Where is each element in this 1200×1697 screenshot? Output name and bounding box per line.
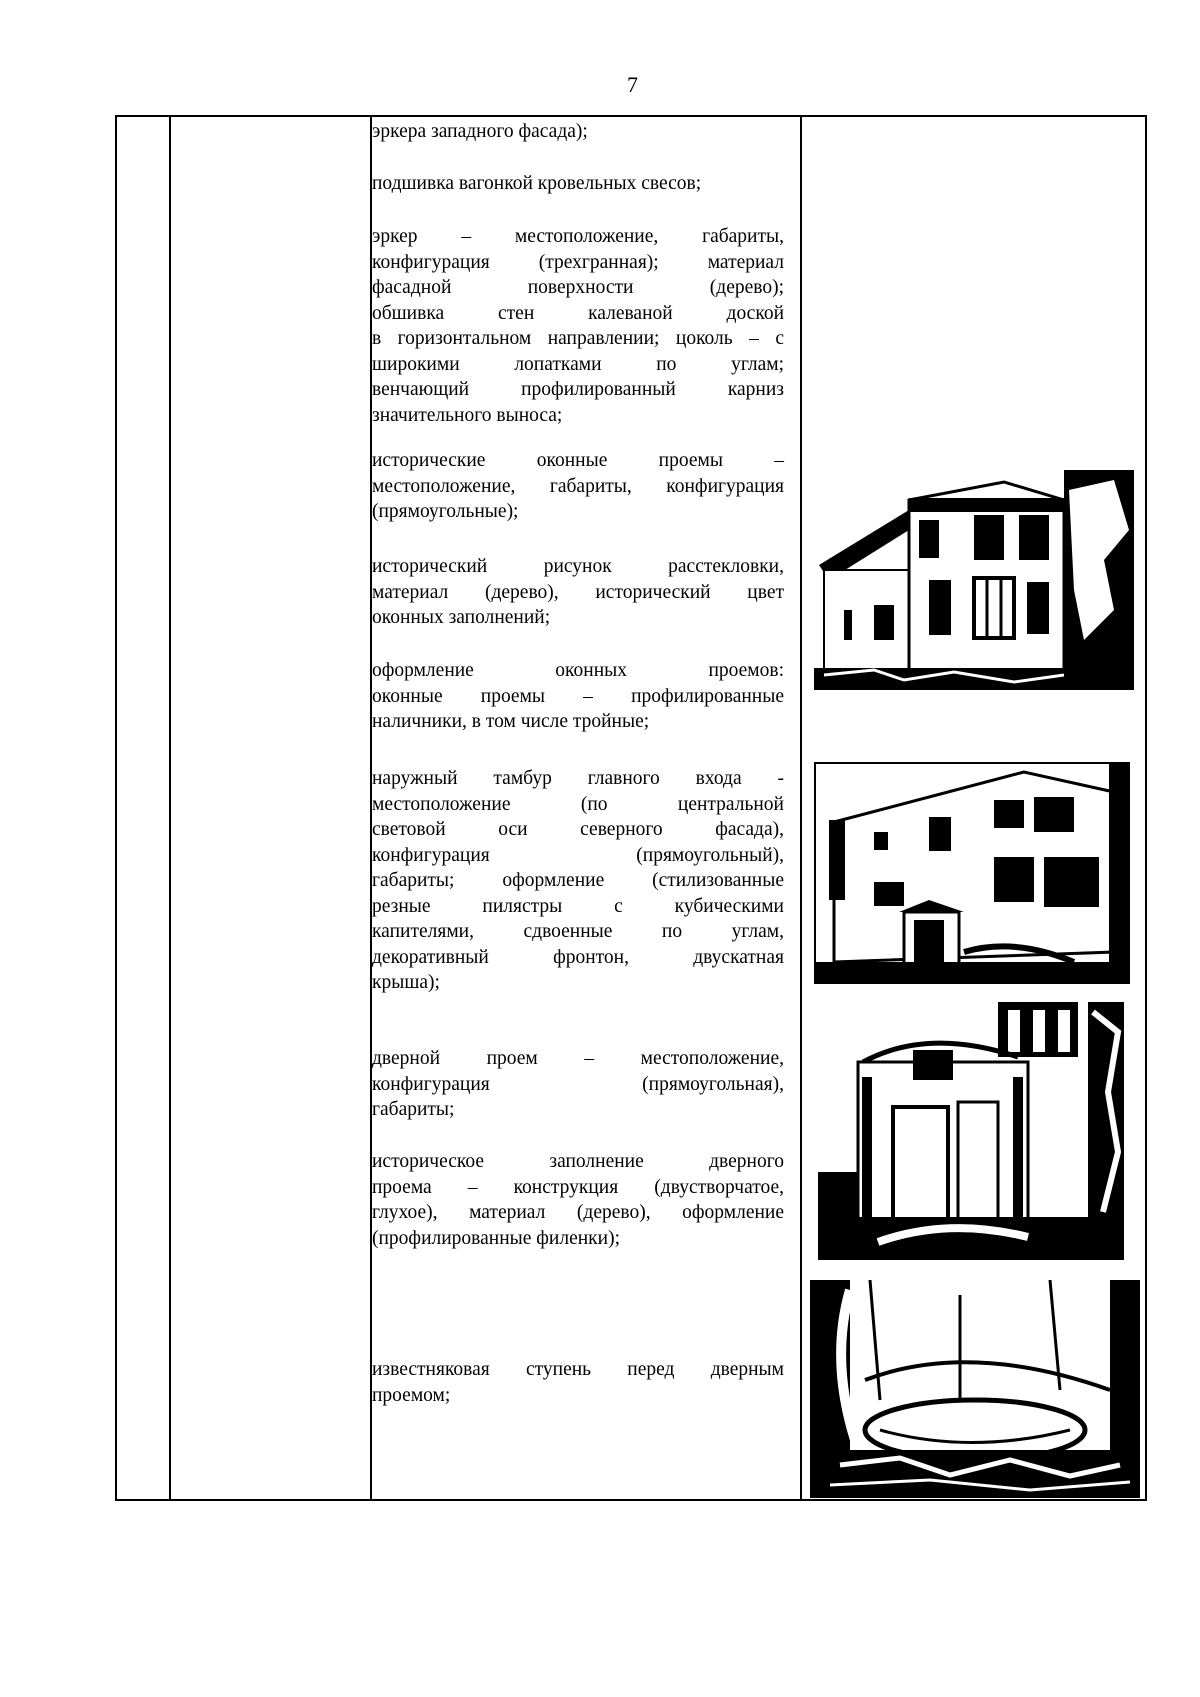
text-line: обшивка стен калеваной доской [372,302,784,324]
text-line: местоположение (по центральной [372,793,784,815]
page-number: 7 [627,72,638,97]
paragraph [372,448,784,525]
paragraph [372,1357,784,1408]
text-line: известняковая ступень перед дверным [372,1359,784,1380]
description-cell [372,117,784,1499]
text-line: эркера западного фасада); [372,121,588,142]
paragraph [372,766,784,996]
text-line: конфигурация (прямоугольный), [372,844,784,866]
text-line: проема – конструкция (двустворчатое, [372,1176,784,1198]
paragraph [372,658,784,735]
paragraph [372,554,784,631]
photo-building-corner-bay [814,470,1134,690]
paragraph [372,171,784,197]
text-line: наличники, в том числе тройные; [372,711,650,732]
paragraph [372,224,784,428]
text-line: исторические оконные проемы – [372,450,784,471]
text-line: капителями, сдвоенные по углам, [372,921,784,942]
paragraph [372,1046,784,1123]
text-line: оформление оконных проемов: [372,660,784,681]
text-line: исторический рисунок расстекловки, [372,556,784,577]
paragraph [372,119,784,145]
text-line: резные пилястры с кубическими [372,895,784,917]
text-line: в горизонтальном направлении; цоколь – с [372,328,784,349]
text-line: конфигурация (прямоугольная), [372,1073,784,1095]
entrance-vestibule-image [818,1002,1124,1260]
north-facade-image [814,762,1130,984]
text-line: местоположение, габариты, конфигурация [372,475,784,497]
text-line: (профилированные филенки); [372,1227,620,1249]
text-line: подшивка вагонкой кровельных свесов; [372,173,702,194]
text-line: глухое), материал (дерево), оформление [372,1202,784,1223]
text-line: материал (дерево), исторический цвет [372,581,784,603]
text-line: оконных заполнений; [372,607,551,628]
text-line: венчающий профилированный карниз [372,379,784,400]
text-line: проемом; [372,1384,451,1406]
text-line: (прямоугольные); [372,501,519,522]
photo-limestone-step [810,1280,1140,1498]
text-line: значительного выноса; [372,404,563,426]
column-divider [169,117,171,1499]
paragraph [372,1149,784,1251]
photo-entrance-vestibule [818,1002,1124,1260]
limestone-step-image [810,1280,1140,1498]
photo-north-facade-entrance [814,762,1130,984]
column-divider [800,117,802,1499]
text-line: габариты; [372,1099,455,1120]
text-line: крыша); [372,972,440,993]
text-line: конфигурация (трехгранная); материал [372,251,784,273]
text-line: наружный тамбур главного входа - [372,768,784,789]
text-line: габариты; оформление (стилизованные [372,870,784,891]
text-line: эркер – местоположение, габариты, [372,226,784,247]
text-line: оконные проемы – профилированные [372,685,784,707]
building-corner-image [814,470,1134,690]
text-line: световой оси северного фасада), [372,819,784,840]
text-line: дверной проем – местоположение, [372,1048,784,1069]
text-line: декоративный фронтон, двускатная [372,946,784,968]
text-line: фасадной поверхности (дерево); [372,277,784,298]
text-line: историческое заполнение дверного [372,1151,784,1172]
text-line: широкими лопатками по углам; [372,353,784,375]
